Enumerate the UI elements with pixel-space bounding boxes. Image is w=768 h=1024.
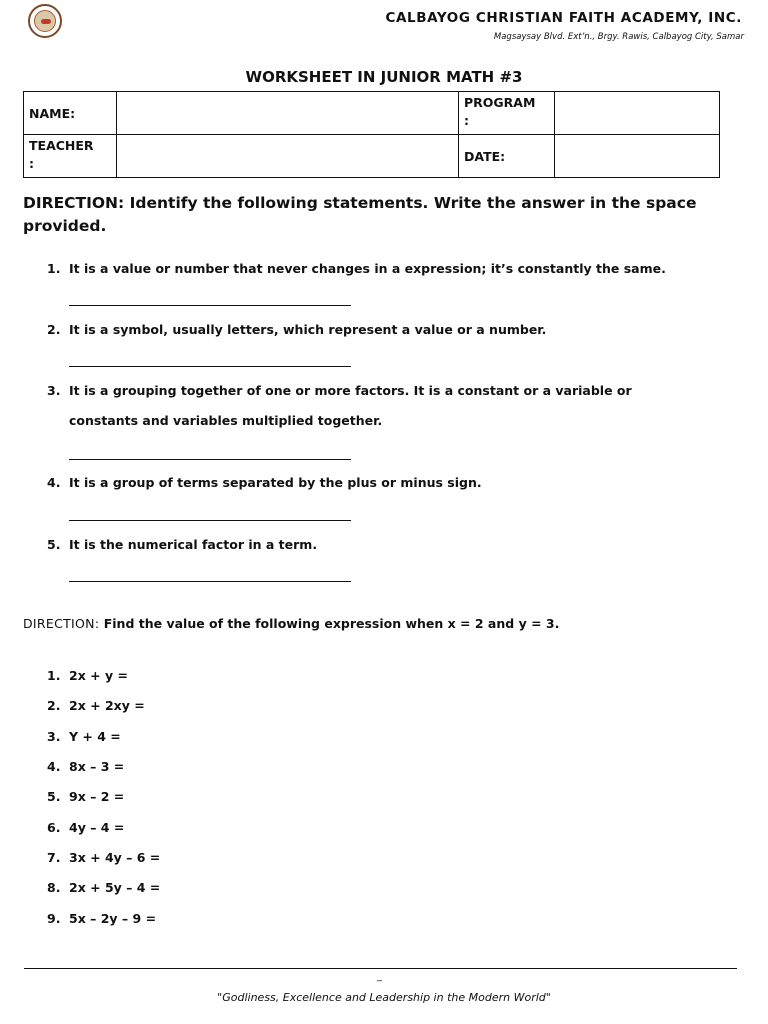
answer-line-3[interactable] [69,459,351,460]
school-address: Magsaysay Blvd. Ext’n., Brgy. Rawis, Calbayog City, Samar [493,32,744,42]
direction-text: Find the value of the following expression when x = 2 and y = 3. [103,616,560,631]
expression-4: 4. 8x – 3 = [47,759,125,774]
answer-line-4[interactable] [69,520,351,521]
footer-tick: _ [377,971,382,982]
direction-lead: DIRECTION: [23,616,100,631]
question-3-continued: constants and variables multiplied together. [69,413,383,428]
logo-seal-icon [34,10,56,32]
question-2: 2. It is a symbol, usually letters, which represent a value or a number. [47,322,547,337]
program-field[interactable] [555,92,720,135]
expression-1: 1. 2x + y = [47,668,128,683]
expression-9: 9. 5x – 2y – 9 = [47,911,157,926]
question-5: 5. It is the numerical factor in a term. [47,537,318,552]
date-label: DATE: [459,135,555,178]
teacher-field[interactable] [117,135,459,178]
expression-5: 5. 9x – 2 = [47,789,125,804]
logo-mark-icon [41,19,51,24]
program-label: PROGRAM : [459,92,555,135]
direction-text: Identify the following statements. Write the answer in the space provided. [23,194,697,235]
question-3: 3. It is a grouping together of one or more factors. It is a constant or a variable or [47,383,632,398]
question-1: 1. It is a value or number that never changes in a expression; it’s constantly the same. [47,261,666,276]
direction-lead: DIRECTION: [23,194,125,212]
name-field[interactable] [117,92,459,135]
name-label: NAME: [24,92,117,135]
expression-3: 3. Y + 4 = [47,729,121,744]
school-name: CALBAYOG CHRISTIAN FAITH ACADEMY, INC. [385,10,742,26]
answer-line-5[interactable] [69,581,351,582]
expression-6: 6. 4y – 4 = [47,820,125,835]
teacher-label: TEACHER : [24,135,117,178]
expression-8: 8. 2x + 5y – 4 = [47,880,161,895]
date-field[interactable] [555,135,720,178]
question-4: 4. It is a group of terms separated by the plus or minus sign. [47,475,482,490]
direction-identify [23,192,729,238]
student-info-table [23,91,720,178]
expression-7: 7. 3x + 4y – 6 = [47,850,161,865]
answer-line-2[interactable] [69,366,351,367]
footer-divider [24,968,737,969]
direction-evaluate [23,616,559,631]
footer-motto: "Godliness, Excellence and Leadership in the Modern World" [217,991,551,1004]
expression-2: 2. 2x + 2xy = [47,698,145,713]
answer-line-1[interactable] [69,305,351,306]
worksheet-title: WORKSHEET IN JUNIOR MATH #3 [245,68,523,86]
school-logo [28,4,62,38]
